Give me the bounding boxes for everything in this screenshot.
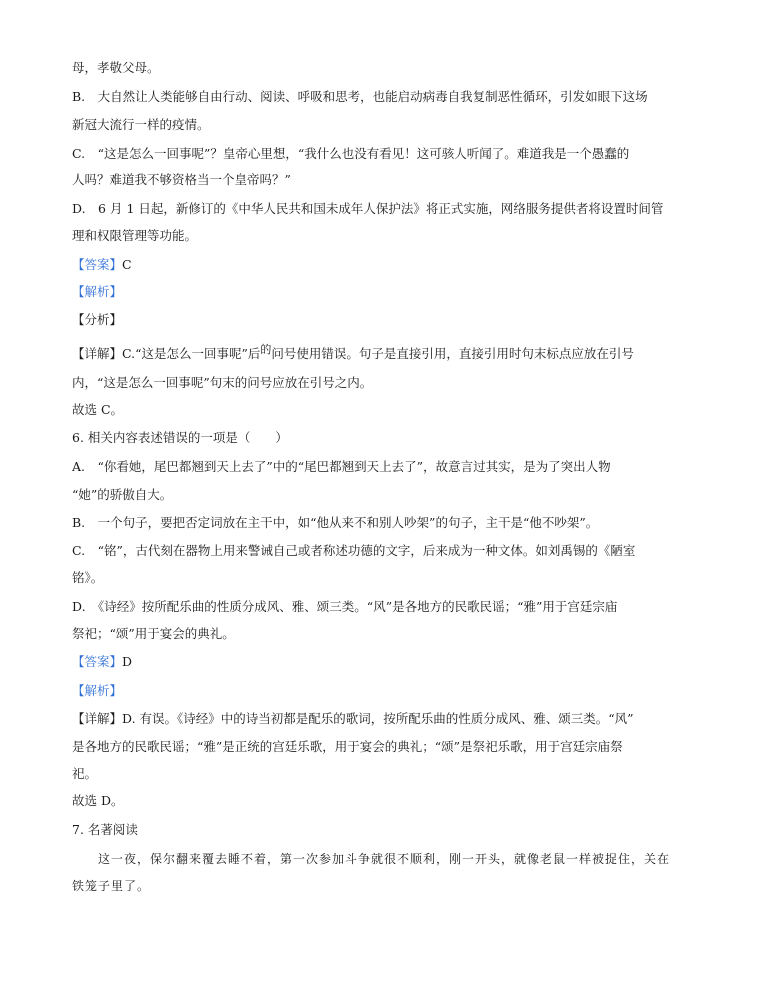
detail-text-b: 问号使用错误。句子是直接引用，直接引用时句末标点应放在引号 <box>271 346 634 361</box>
q6-option-a-line2: “她”的骄傲自大。 <box>72 487 173 502</box>
answer-value: D <box>122 654 133 669</box>
q5-analysis-tag: 【解析】 <box>72 284 123 299</box>
q6-detail-line1 <box>72 711 634 727</box>
answer-tag: 【答案】 <box>72 654 123 669</box>
q6-stem: 6. 相关内容表述错误的一项是（ ） <box>72 430 288 445</box>
q7-passage-line2: 铁笼子里了。 <box>72 879 151 893</box>
q5-answer <box>72 257 132 273</box>
detail-tag: 【详解】 <box>72 711 123 726</box>
detail-text: D. 有误。《诗经》中的诗当初都是配乐的歌词，按所配乐曲的性质分成风、雅、颂三类。“风” <box>122 711 634 726</box>
q6-detail-line3: 祀。 <box>72 766 98 781</box>
q7-passage-line1: 这一夜，保尔翻来覆去睡不着，第一次参加斗争就很不顺利，刚一开头，就像老鼠一样被捉住，关在 <box>72 852 671 866</box>
q6-option-c-line2: 铭》。 <box>72 570 104 585</box>
q6-option-a-line1: A. “你看她，尾巴都翘到天上去了”中的“尾巴都翘到天上去了”，故意言过其实，是为了突出人物 <box>72 459 611 474</box>
q6-option-b: B. 一个句子，要把否定词放在主干中，如“他从来不和别人吵架”的句子，主干是“他不吵架”。 <box>72 515 599 530</box>
q5-conclusion: 故选 C。 <box>72 402 124 417</box>
q5-option-b-line2: 新冠大流行一样的疫情。 <box>72 117 210 132</box>
q5-option-b-line1: B. 大自然让人类能够自由行动、阅读、呼吸和思考，也能启动病毒自我复制恶性循环，引发如眼下这场 <box>72 89 648 104</box>
q6-conclusion: 故选 D。 <box>72 793 124 808</box>
q6-detail-line2: 是各地方的民歌民谣；“雅”是正统的宫廷乐歌，用于宴会的典礼；“颂”是祭祀乐歌，用于宫廷宗庙祭 <box>72 739 623 754</box>
q5-option-c-line2: 人吗？难道我不够资格当一个皇帝吗？” <box>72 172 291 187</box>
q6-analysis-tag: 【解析】 <box>72 683 123 698</box>
answer-tag: 【答案】 <box>72 257 123 272</box>
q6-option-d-line1: D. 《诗经》按所配乐曲的性质分成风、雅、颂三类。“风”是各地方的民歌民谣；“雅”用于宫廷宗庙 <box>72 599 618 614</box>
q5-option-c-line1: C. “这是怎么一回事呢”？皇帝心里想，“我什么也没有看见！这可骇人听闻了。难道我是一个愚蠢的 <box>72 146 630 161</box>
q5-option-d-line2: 理和权限管理等功能。 <box>72 228 198 243</box>
q6-answer <box>72 654 132 670</box>
q6-option-d-line2: 祭祀；“颂”用于宴会的典礼。 <box>72 626 235 641</box>
detail-text-a: C.“这是怎么一回事呢”后 <box>122 346 261 361</box>
q5-fenxi-tag: 【分析】 <box>72 312 123 327</box>
detail-text-sup: 的 <box>260 343 272 356</box>
q5-option-d-line1: D. 6 月 1 日起，新修订的《中华人民共和国未成年人保护法》将正式实施，网络服务提供者将设置时间管 <box>72 201 664 216</box>
q5-detail-line1 <box>72 343 634 363</box>
q5-detail-line2: 内，“这是怎么一回事呢”句末的问号应放在引号之内。 <box>72 375 373 390</box>
detail-tag: 【详解】 <box>72 346 123 361</box>
q6-option-c-line1: C. “铭”，古代刻在器物上用来警诫自己或者称述功德的文字，后来成为一种文体。如刘禹锡的《陋室 <box>72 543 636 558</box>
answer-value: C <box>122 257 132 272</box>
q7-stem: 7. 名著阅读 <box>72 822 138 837</box>
q5-option-a-tail: 母，孝敬父母。 <box>72 60 160 75</box>
